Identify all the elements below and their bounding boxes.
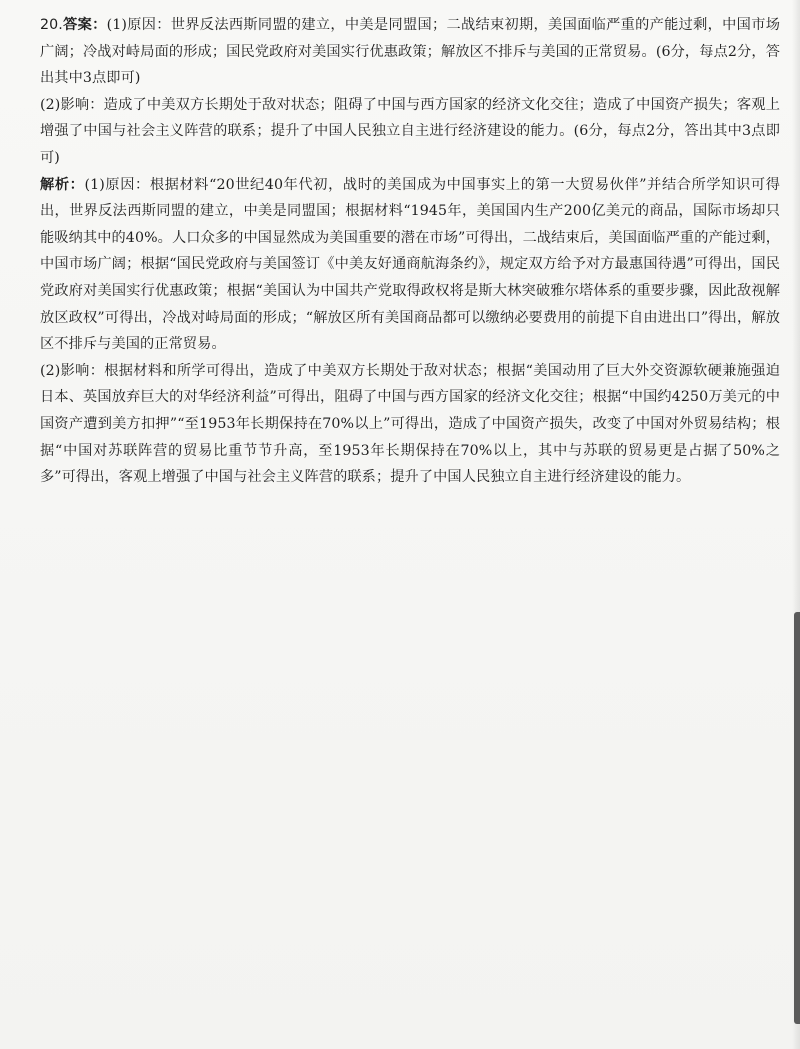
analysis-part-2: (2)影响：根据材料和所学可得出，造成了中美双方长期处于敌对状态；根据“美国动用了巨大外交资源软硬兼施强迫日本、英国放弃巨大的对华经济利益”可得出，阻碍了中国与西方国家的经济文化交往；根据“中国约4250万美元的中国资产遭到美方扣押”“至1953年长期保持在70%以上”可得出，造成了中国资产损失，改变了中国对外贸易结构；根据“中国对苏联阵营的贸易比重节节升高，至1953年长期保持在70%以上，其中与苏联的贸易更是占据了50%之多”可得出，客观上增强了中国与社会主义阵营的联系；提升了中国人民独立自主进行经济建设的能力。 <box>40 362 780 486</box>
answer-part-1: (1)原因：世界反法西斯同盟的建立，中美是同盟国；二战结束初期，美国面临严重的产能过剩，中国市场广阔；冷战对峙局面的形成；国民党政府对美国实行优惠政策；解放区不排斥与美国的正常贸易。(6分，每点2分，答出其中3点即可) <box>40 17 780 87</box>
analysis-label: 解析： <box>40 176 85 193</box>
answer-part-2: (2)影响：造成了中美双方长期处于敌对状态；阻碍了中国与西方国家的经济文化交往；造成了中国资产损失；客观上增强了中国与社会主义阵营的联系；提升了中国人民独立自主进行经济建设的能力。(6分，每点2分，答出其中3点即可) <box>40 96 780 166</box>
answer-content <box>40 12 780 491</box>
scrollbar-thumb[interactable] <box>794 612 800 1024</box>
analysis-paragraph-1 <box>40 172 780 358</box>
answer-paragraph-1 <box>40 12 780 92</box>
analysis-part-1: (1)原因：根据材料“20世纪40年代初，战时的美国成为中国事实上的第一大贸易伙伴”并结合所学知识可得出，世界反法西斯同盟的建立，中美是同盟国；根据材料“1945年，美国国内生产200亿美元的商品，国际市场却只能吸纳其中的40%。人口众多的中国显然成为美国重要的潜在市场”可得出，二战结束后，美国面临严重的产能过剩，中国市场广阔；根据“国民党政府与美国签订《中美友好通商航海条约》，规定双方给予对方最惠国待遇”可得出，国民党政府对美国实行优惠政策；根据“美国认为中国共产党取得政权将是斯大林突破雅尔塔体系的重要步骤，因此敌视解放区政权”可得出，冷战对峙局面的形成；“解放区所有美国商品都可以缴纳必要费用的前提下自由进出口”得出，解放区不排斥与美国的正常贸易。 <box>40 176 780 353</box>
answer-paragraph-2 <box>40 92 780 172</box>
answer-label: 答案： <box>62 17 107 33</box>
analysis-paragraph-2 <box>40 358 780 491</box>
question-number: 20. <box>40 17 63 33</box>
